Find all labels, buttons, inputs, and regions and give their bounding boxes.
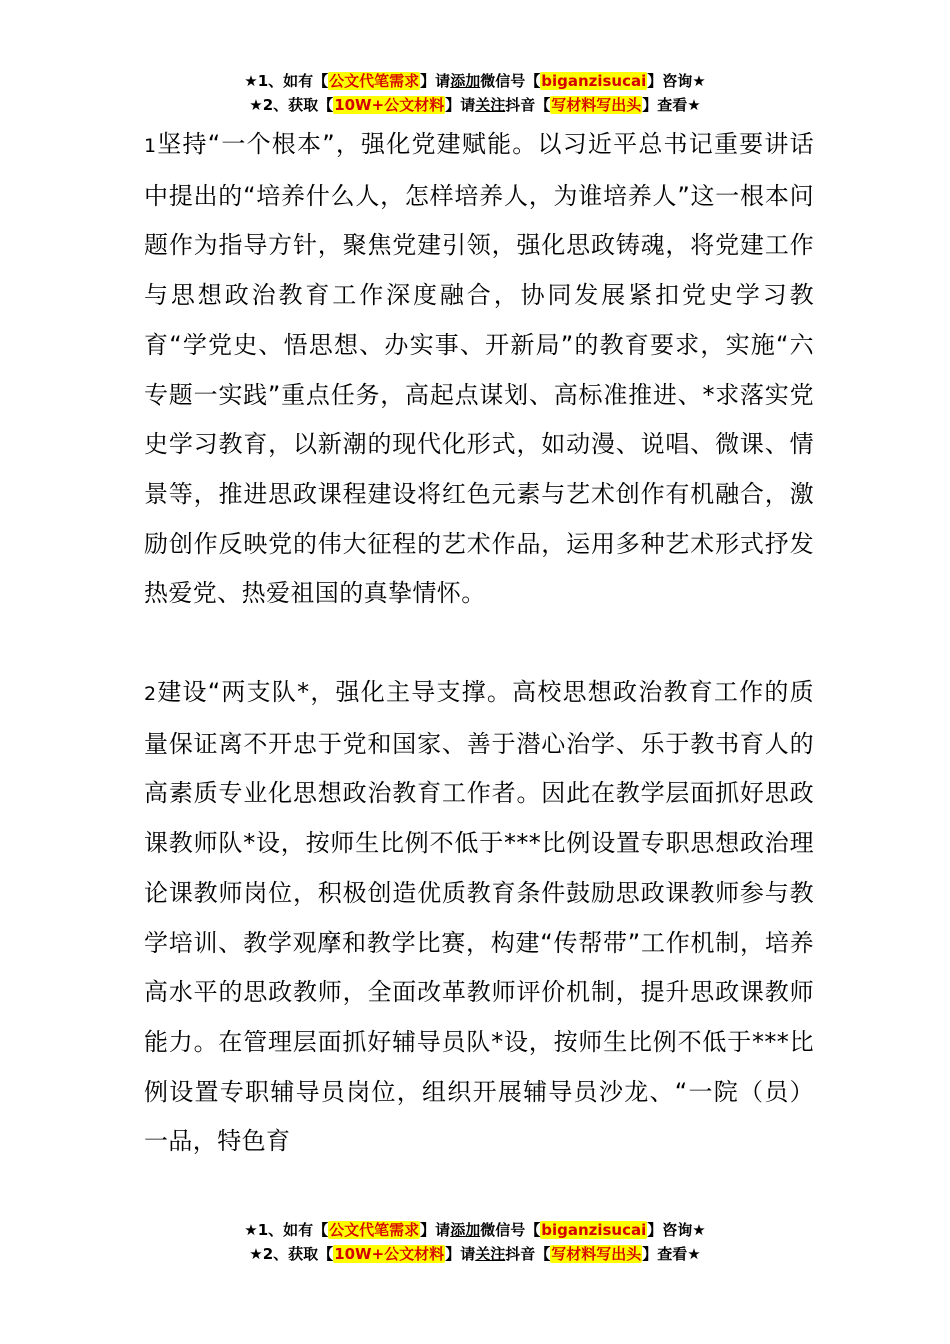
promo-text: 抖音【 [505,1245,551,1263]
promo-line-1 [0,69,950,93]
promo-text: 】请 [420,1221,451,1239]
document-body [144,120,814,1167]
promo-text: 】查看★ [642,96,701,114]
promo-line-1 [0,1218,950,1242]
promo-highlight: 10W+公文材料 [334,96,445,114]
paragraph-2 [144,668,814,1167]
promo-wechat-id: biganzisucai [541,72,647,90]
promo-text: 】咨询★ [647,1221,706,1239]
promo-text: 】请 [445,96,476,114]
promo-highlight: 公文代笔需求 [329,72,420,90]
promo-douyin-id: 写材料写出头 [551,1245,642,1263]
footer-promo-banner [0,1218,950,1266]
promo-text: 】查看★ [642,1245,701,1263]
promo-text: 微信号【 [480,72,541,90]
header-promo-banner [0,69,950,117]
promo-text: 】咨询★ [647,72,706,90]
promo-douyin-id: 写材料写出头 [551,96,642,114]
paragraph-text: 坚持“一个根本”，强化党建赋能。以习近平总书记重要讲话中提出的“培养什么人，怎样培养人，为谁培养人”这一根本问题作为指导方针，聚焦党建引领，强化思政铸魂，将党建工作与思想政治教育工作深度融合，协同发展紧扣党史学习教育“学党史、悟思想、办实事、开新局”的教育要求，实施“六专题一实践”重点任务，高起点谋划、高标准推进、*求落实党史学习教育，以新潮的现代化形式，如动漫、说唱、微课、情景等，推进思政课程建设将红色元素与艺术创作有机融合，激励创作反映党的伟大征程的艺术作品，运用多种艺术形式抒发热爱党、热爱祖国的真挚情怀。 [144,130,814,608]
promo-underlined-text: 添加 [450,72,481,90]
promo-wechat-id: biganzisucai [541,1221,647,1239]
promo-underlined-text: 关注 [475,96,506,114]
promo-underlined-text: 关注 [475,1245,506,1263]
paragraph-number: 1 [144,135,157,157]
paragraph-1 [144,120,814,619]
promo-underlined-text: 添加 [450,1221,481,1239]
promo-text: 】请 [445,1245,476,1263]
promo-line-2 [0,1242,950,1266]
promo-text: 抖音【 [505,96,551,114]
promo-text: ★1、如有【 [244,1221,329,1239]
promo-text: ★2、获取【 [249,96,334,114]
promo-text: ★1、如有【 [244,72,329,90]
promo-highlight: 10W+公文材料 [334,1245,445,1263]
promo-text: 微信号【 [480,1221,541,1239]
promo-highlight: 公文代笔需求 [329,1221,420,1239]
paragraph-number: 2 [144,683,157,706]
promo-text: ★2、获取【 [249,1245,334,1263]
promo-line-2 [0,93,950,117]
paragraph-text: 建设“两支队*，强化主导支撑。高校思想政治教育工作的质量保证离不开忠于党和国家、善于潜心治学、乐于教书育人的高素质专业化思想政治教育工作者。因此在教学层面抓好思政课教师队*设，按师生比例不低于***比例设置专职思想政治理论课教师岗位，积极创造优质教育条件鼓励思政课教师参与教学培训、教学观摩和教学比赛，构建“传帮带”工作机制，培养高水平的思政教师，全面改革教师评价机制，提升思政课教师能力。在管理层面抓好辅导员队*设，按师生比例不低于***比例设置专职辅导员岗位，组织开展辅导员沙龙、“一院（员）一品，特色育 [144,678,814,1156]
promo-text: 】请 [420,72,451,90]
